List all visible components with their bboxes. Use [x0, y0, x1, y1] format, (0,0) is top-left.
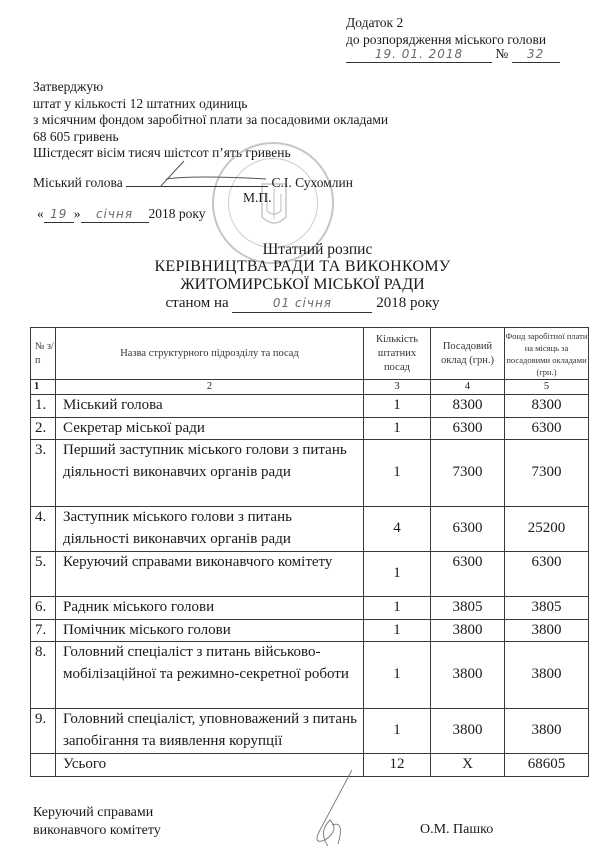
total-fund: 68605	[505, 754, 589, 777]
approval-month: січня	[81, 206, 149, 223]
footer-role-line-2: виконавчого комітету	[33, 823, 161, 838]
position-salary: 3800	[431, 619, 505, 642]
index-4: 4	[431, 380, 505, 395]
order-number-label: №	[495, 46, 509, 61]
header-fund: Фонд заробітної плати на місяць за посадовими окладами (грн.)	[505, 328, 589, 380]
position-fund: 6300	[505, 552, 589, 597]
position-fund: 6300	[505, 417, 589, 440]
header-number: № з/п	[31, 328, 56, 380]
order-date-number-line	[346, 46, 560, 64]
order-date: 19. 01. 2018	[346, 46, 492, 63]
position-salary: 7300	[431, 440, 505, 507]
row-number: 2.	[31, 417, 56, 440]
position-count: 4	[364, 507, 431, 552]
total-label: Усього	[56, 754, 364, 777]
table-row	[31, 552, 589, 597]
row-number: 5.	[31, 552, 56, 597]
approval-amount: 68 605 гривень	[33, 128, 119, 144]
column-index-row	[31, 380, 589, 395]
appendix-label: Додаток 2	[346, 15, 404, 30]
position-salary: 6300	[431, 552, 505, 597]
header-name: Назва структурного підрозділу та посад	[56, 328, 364, 380]
index-2: 2	[56, 380, 364, 395]
table-row	[31, 619, 589, 642]
approval-title: Затверджую	[33, 79, 104, 94]
as-of-prefix: станом на	[165, 295, 229, 311]
position-salary: 6300	[431, 507, 505, 552]
order-number: 32	[512, 46, 560, 63]
table-row	[31, 597, 589, 620]
header-salary: Посадовий оклад (грн.)	[431, 328, 505, 380]
position-name: Керуючий справами виконавчого комітету	[56, 552, 364, 597]
approval-staff-count: штат у кількості 12 штатних одиниць	[33, 95, 248, 111]
table-row	[31, 642, 589, 709]
position-count: 1	[364, 440, 431, 507]
position-count: 1	[364, 395, 431, 418]
footer-signature-icon	[310, 770, 360, 848]
position-salary: 8300	[431, 395, 505, 418]
position-fund: 8300	[505, 395, 589, 418]
position-fund: 7300	[505, 440, 589, 507]
title-as-of	[0, 294, 605, 313]
title-line-2: КЕРІВНИЦТВА РАДИ ТА ВИКОНКОМУ	[154, 258, 451, 275]
table-row	[31, 395, 589, 418]
as-of-suffix: 2018 року	[376, 295, 440, 311]
position-name: Перший заступник міського голови з питань діяльності виконавчих органів ради	[56, 440, 364, 507]
position-fund: 3805	[505, 597, 589, 620]
position-count: 1	[364, 709, 431, 754]
approval-block	[33, 79, 388, 162]
approval-date	[37, 206, 206, 223]
position-fund: 3800	[505, 619, 589, 642]
position-salary: 6300	[431, 417, 505, 440]
position-name: Головний спеціаліст, уповноважений з питань запобігання та виявлення корупції	[56, 709, 364, 754]
table-row	[31, 440, 589, 507]
mayor-signature-field	[126, 175, 268, 187]
row-number: 8.	[31, 642, 56, 709]
footer-signer-name: О.М. Пашко	[420, 822, 494, 837]
as-of-date: 01 січня	[232, 294, 372, 313]
row-number: 6.	[31, 597, 56, 620]
position-count: 1	[364, 552, 431, 597]
quote-close: »	[73, 206, 81, 221]
header-count: Кількість штатних посад	[364, 328, 431, 380]
title-line-3: ЖИТОМИРСЬКОЇ МІСЬКОЇ РАДИ	[180, 276, 425, 293]
row-number: 4.	[31, 507, 56, 552]
staffing-table	[30, 327, 589, 777]
approval-fund-line: з місячним фондом заробітної плати за посадовими окладами	[33, 112, 389, 128]
document-title	[0, 241, 605, 313]
index-1: 1	[31, 380, 56, 395]
row-number: 7.	[31, 619, 56, 642]
row-number: 1.	[31, 395, 56, 418]
position-count: 1	[364, 597, 431, 620]
position-name: Секретар міської ради	[56, 417, 364, 440]
table-row	[31, 507, 589, 552]
position-name: Помічник міського голови	[56, 619, 364, 642]
footer-role-line-1: Керуючий справами	[33, 805, 154, 820]
signature-scribble-icon	[126, 157, 268, 187]
position-name: Міський голова	[56, 395, 364, 418]
position-salary: 3805	[431, 597, 505, 620]
total-count: 12	[364, 754, 431, 777]
index-3: 3	[364, 380, 431, 395]
position-fund: 25200	[505, 507, 589, 552]
footer-signer-role	[33, 804, 161, 840]
order-reference: до розпорядження міського голови	[346, 32, 547, 47]
position-fund: 3800	[505, 642, 589, 709]
position-count: 1	[364, 619, 431, 642]
approval-year: 2018 року	[148, 206, 206, 221]
mayor-name: С.І. Сухомлин	[271, 175, 353, 190]
row-number: 9.	[31, 709, 56, 754]
position-fund: 3800	[505, 709, 589, 754]
row-number: 3.	[31, 440, 56, 507]
mayor-signature-line	[33, 175, 353, 191]
position-name: Заступник міського голови з питань діяльності виконавчих органів ради	[56, 507, 364, 552]
table-row	[31, 709, 589, 754]
position-salary: 3800	[431, 709, 505, 754]
approval-amount-words: Шістдесят вісім тисяч шістсот п’ять гривень	[33, 145, 291, 161]
seal-place-label: М.П.	[243, 190, 272, 205]
position-count: 1	[364, 642, 431, 709]
quote-open: «	[37, 206, 44, 221]
mayor-role: Міський голова	[33, 175, 123, 190]
title-line-1: Штатний розпис	[262, 241, 373, 258]
total-salary: X	[431, 754, 505, 777]
position-name: Головний спеціаліст з питань військово-мобілізаційної та режимно-секретної роботи	[56, 642, 364, 709]
table-header-row	[31, 328, 589, 380]
position-salary: 3800	[431, 642, 505, 709]
index-5: 5	[505, 380, 589, 395]
position-count: 1	[364, 417, 431, 440]
total-number-empty	[31, 754, 56, 777]
position-name: Радник міського голови	[56, 597, 364, 620]
table-row	[31, 417, 589, 440]
approval-day: 19	[44, 206, 74, 223]
